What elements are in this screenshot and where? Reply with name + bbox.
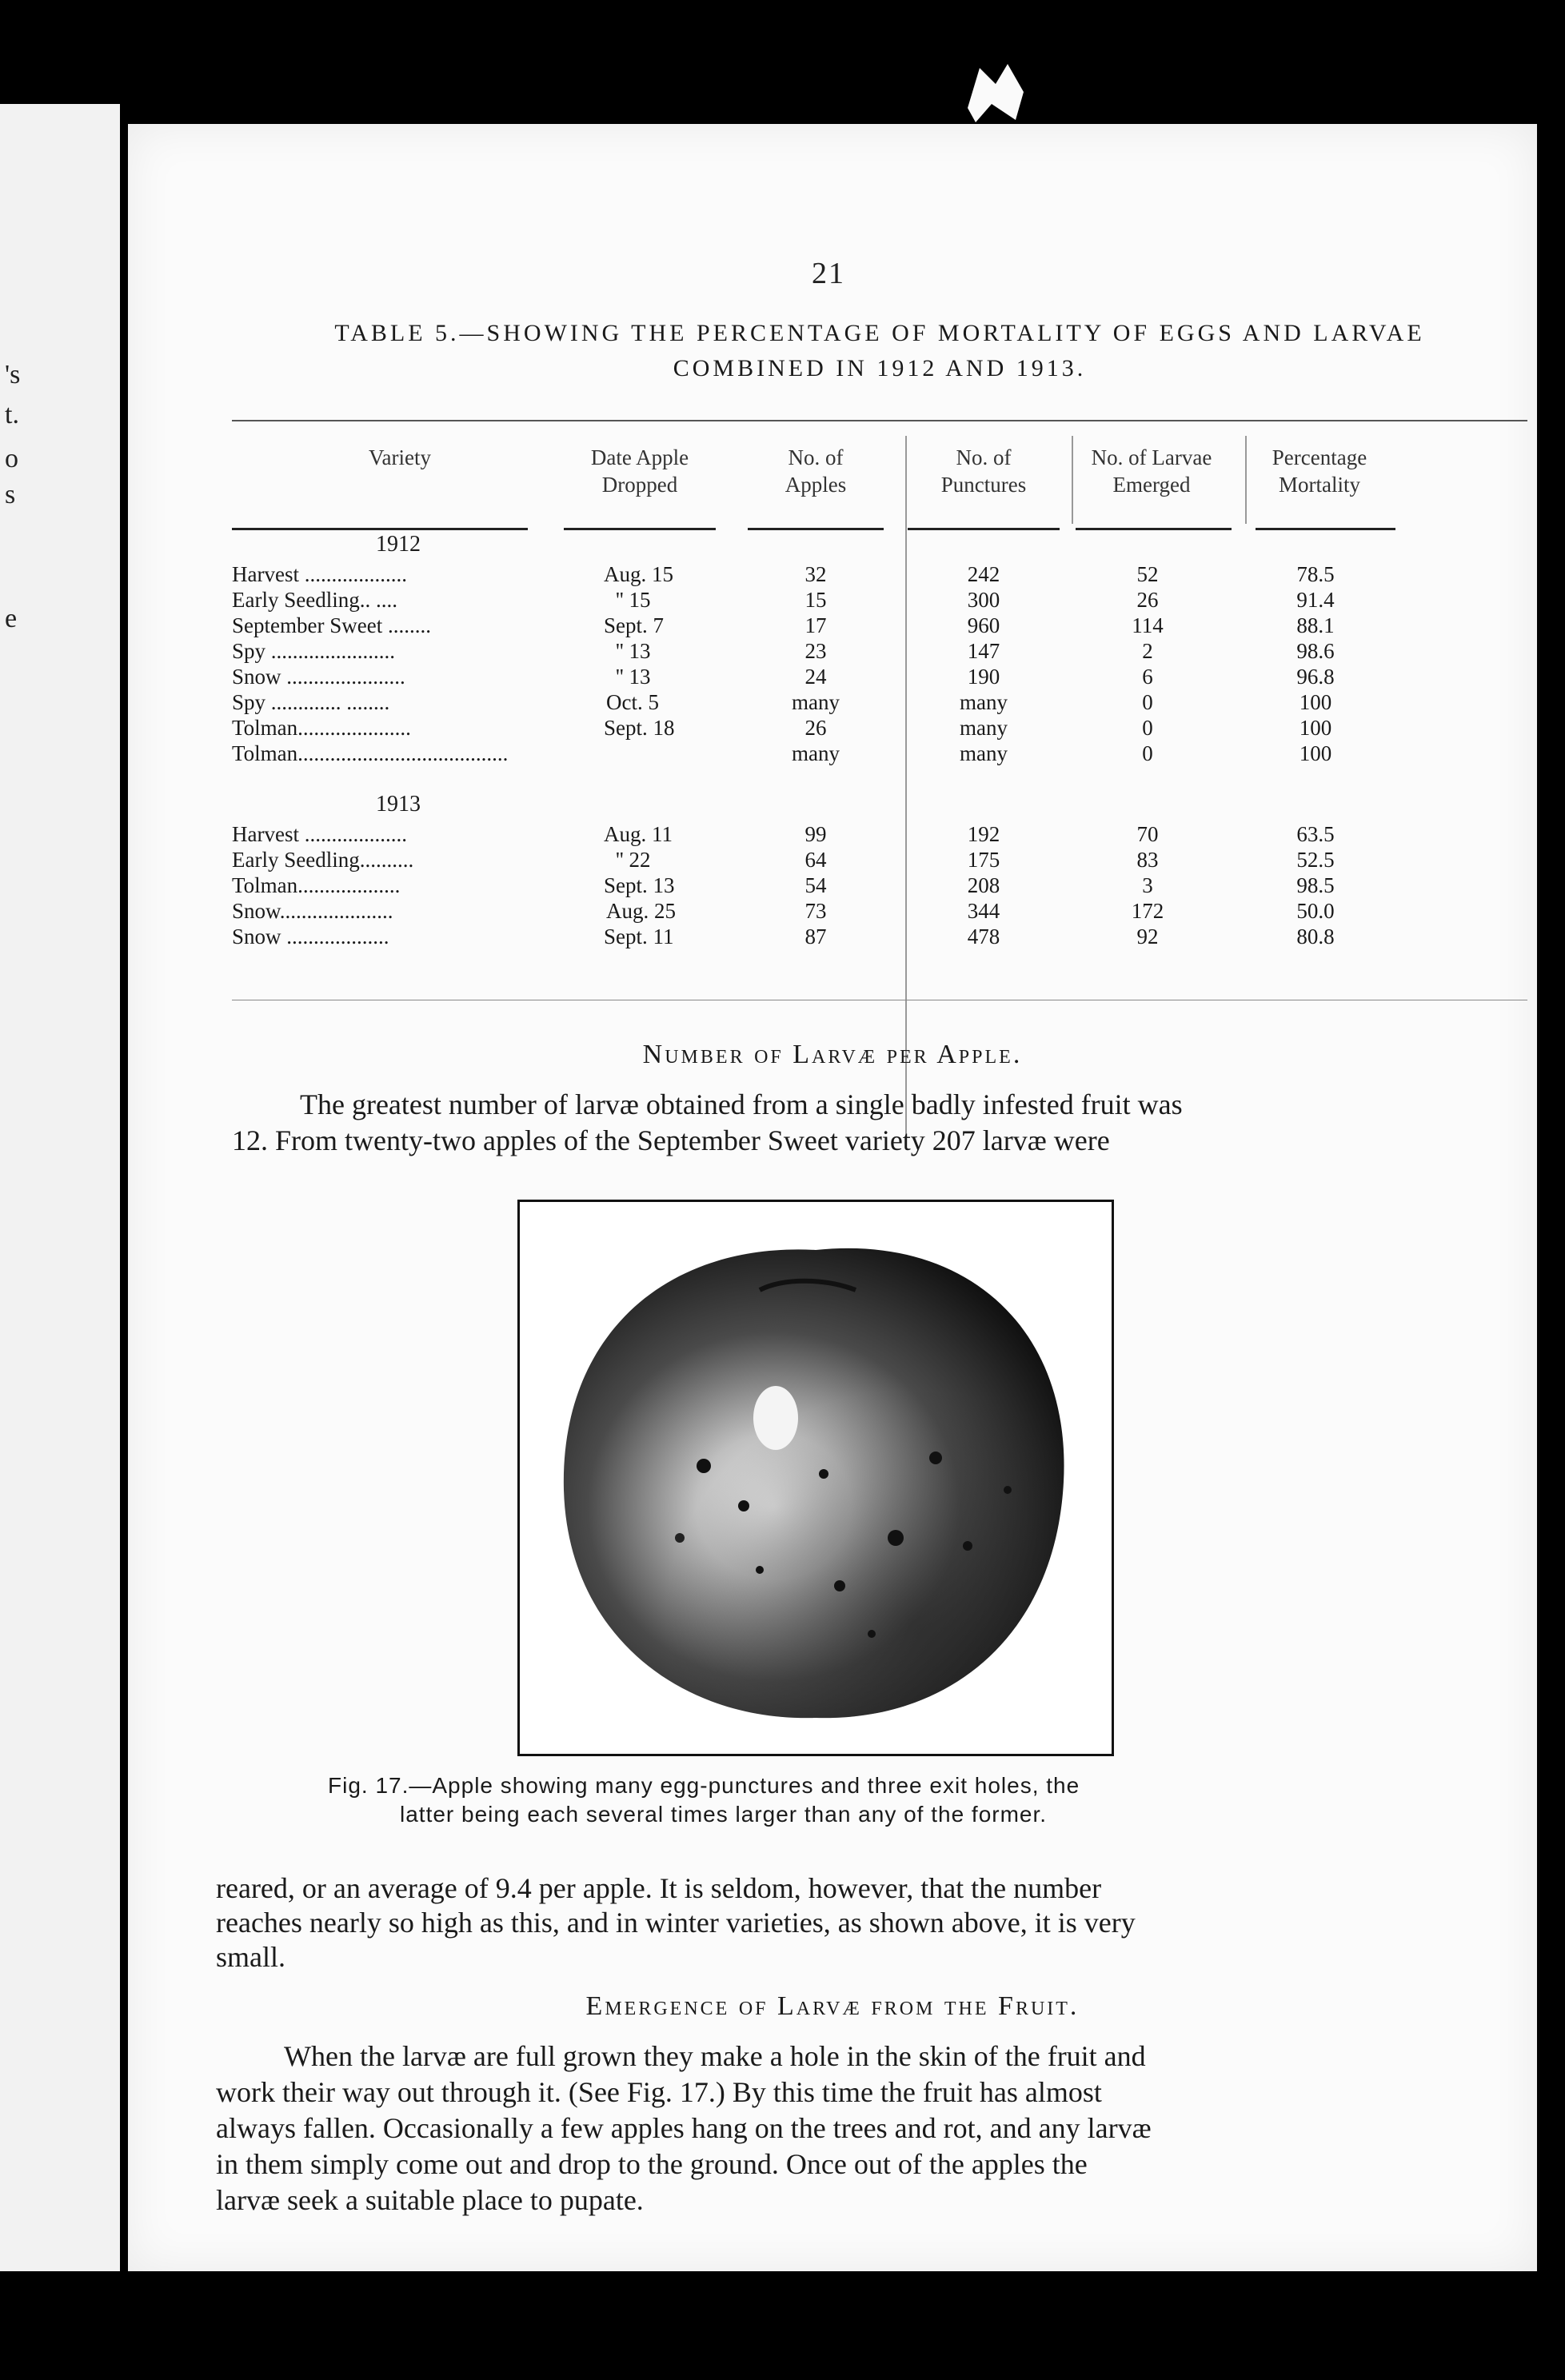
cell-variety: Early Seedling.. .... [232,588,397,612]
paragraph-line: always fallen. Occasionally a few apples hang on the trees and rot, and any larvæ [216,2112,1152,2144]
cell-larvae: 6 [1142,665,1153,689]
apple-illustration [520,1202,1112,1754]
column-divider [1072,436,1073,524]
cell-larvae: 70 [1136,822,1159,846]
cell-apples: 87 [804,924,827,948]
margin-fragment: e [5,604,18,633]
table-row [128,665,1537,692]
cell-larvae: 26 [1136,588,1159,612]
margin-fragment: 's [5,360,21,389]
table-title-line: COMBINED IN 1912 AND 1913. [673,355,1087,381]
figure-caption [328,1771,1367,1829]
cell-larvae: 0 [1142,690,1153,714]
cell-date: '' 13 [616,665,651,689]
paragraph-line: When the larvæ are full grown they make a hole in the skin of the fruit and [284,2040,1146,2072]
cell-punctures: many [960,690,1008,714]
paragraph-line: reared, or an average of 9.4 per apple. It is seldom, however, that the number [216,1872,1102,1904]
cell-variety: Tolman................... [232,873,401,897]
header-rule [232,528,528,530]
cell-date: '' 22 [616,848,651,872]
table-row [128,848,1537,875]
cell-punctures: 192 [967,822,1000,846]
header-no-punctures: No. of Punctures [940,445,1027,497]
column-divider [1245,436,1247,524]
cell-punctures: 175 [967,848,1000,872]
cell-punctures: 300 [967,588,1000,612]
table-row [128,690,1537,717]
scan-artifact [960,60,1032,124]
cell-apples: 15 [804,588,827,612]
cell-mortality: 100 [1299,741,1332,765]
cell-larvae: 114 [1132,613,1164,637]
cell-mortality: 52.5 [1296,848,1335,872]
cell-apples: 23 [804,639,827,663]
cell-mortality: 80.8 [1296,924,1335,948]
cell-date: '' 15 [616,588,651,612]
cell-variety: Early Seedling.......... [232,848,414,872]
header-variety: Variety [369,445,431,469]
table-row [128,899,1537,926]
book-page [128,124,1537,2271]
cell-mortality: 50.0 [1296,899,1335,923]
cell-date: Sept. 18 [604,716,675,740]
table-row [128,873,1537,900]
header-rule [1076,528,1232,530]
year-heading-1913: 1913 [376,792,421,817]
cell-variety: Snow ................... [232,924,389,948]
header-rule [748,528,884,530]
cell-larvae: 0 [1142,741,1153,765]
cell-variety: September Sweet ........ [232,613,431,637]
cell-larvae: 172 [1131,899,1164,923]
cell-punctures: many [960,741,1008,765]
cell-variety: Spy ....................... [232,639,396,663]
cell-larvae: 52 [1136,562,1159,586]
table-title-line: TABLE 5.—SHOWING THE PERCENTAGE OF MORTALITY OF EGGS AND LARVAE [334,320,1425,346]
header-rule [908,528,1060,530]
header-no-apples: No. of Apples [784,445,847,497]
cell-mortality: 100 [1299,716,1332,740]
cell-variety: Snow ...................... [232,665,405,689]
paragraph-line: work their way out through it. (See Fig. 17.) By this time the fruit has almost [216,2076,1102,2108]
cell-apples: 26 [804,716,827,740]
cell-punctures: 208 [967,873,1000,897]
cell-apples: 17 [804,613,827,637]
cell-date: Aug. 11 [604,822,673,846]
cell-variety: Tolman..................... [232,716,411,740]
cell-apples: 32 [804,562,827,586]
header-date-dropped: Date Apple Dropped [590,445,689,497]
paragraph-line: The greatest number of larvæ obtained from a single badly infested fruit was [300,1088,1183,1120]
paragraph-line: small. [216,1941,285,1973]
table-row [128,613,1537,641]
paragraph-line: 12. From twenty-two apples of the September Sweet variety 207 larvæ were [232,1124,1110,1156]
figure-apple-photo [517,1200,1114,1756]
cell-larvae: 0 [1142,716,1153,740]
cell-apples: 64 [804,848,827,872]
cell-punctures: 147 [967,639,1000,663]
cell-apples: 54 [804,873,827,897]
margin-fragment: o [5,444,18,473]
cell-date: Aug. 15 [604,562,673,586]
header-larvae-emerged: No. of Larvae Emerged [1091,445,1212,497]
cell-apples: 73 [804,899,827,923]
cell-larvae: 83 [1136,848,1159,872]
year-heading-1912: 1912 [376,532,421,557]
cell-date: Sept. 7 [604,613,665,637]
cell-variety: Tolman....................................... [232,741,509,765]
cell-mortality: 96.8 [1296,665,1335,689]
cell-mortality: 98.5 [1296,873,1335,897]
caption-line: latter being each several times larger than any of the former. [400,1802,1048,1827]
paragraph-line: reaches nearly so high as this, and in winter varieties, as shown above, it is very [216,1907,1136,1939]
adjacent-page-edge [0,104,120,2271]
cell-mortality: 91.4 [1296,588,1335,612]
cell-apples: many [792,741,840,765]
cell-variety: Spy ............. ........ [232,690,390,714]
cell-mortality: 63.5 [1296,822,1335,846]
table-row [128,639,1537,666]
cell-variety: Snow..................... [232,899,393,923]
page-number: 21 [812,257,845,290]
cell-variety: Harvest ................... [232,822,407,846]
header-rule [564,528,716,530]
caption-line: Fig. 17.—Apple showing many egg-punctures and three exit holes, the [328,1773,1080,1798]
margin-fragment: t. [5,400,19,429]
cell-larvae: 92 [1136,924,1159,948]
header-percentage-mortality: Percentage Mortality [1272,445,1367,497]
cell-apples: 24 [804,665,827,689]
table-row [128,588,1537,615]
table-top-rule [232,420,1527,421]
margin-fragment: s [5,480,16,509]
table-row [128,562,1537,589]
header-rule [1256,528,1395,530]
cell-apples: 99 [804,822,827,846]
cell-larvae: 3 [1142,873,1153,897]
paragraph-line: larvæ seek a suitable place to pupate. [216,2184,644,2216]
table-row [128,716,1537,743]
cell-punctures: 344 [967,899,1000,923]
cell-date: '' 13 [616,639,651,663]
table-row [128,741,1537,769]
cell-punctures: 190 [967,665,1000,689]
cell-variety: Harvest ................... [232,562,407,586]
cell-date: Sept. 13 [604,873,675,897]
paragraph-line: in them simply come out and drop to the ground. Once out of the apples the [216,2148,1088,2180]
cell-punctures: 478 [967,924,1000,948]
cell-mortality: 78.5 [1296,562,1335,586]
cell-apples: many [792,690,840,714]
table-row [128,822,1537,849]
cell-punctures: 960 [967,613,1000,637]
section-heading-larvae-per-apple: Number of Larvæ per Apple. [642,1040,1023,1069]
cell-date: Aug. 25 [606,899,676,923]
cell-punctures: 242 [967,562,1000,586]
table-title [232,316,1527,386]
table-row [128,924,1537,952]
cell-larvae: 2 [1142,639,1153,663]
cell-mortality: 88.1 [1296,613,1335,637]
cell-date: Sept. 11 [604,924,674,948]
cell-mortality: 98.6 [1296,639,1335,663]
section-heading-emergence: Emergence of Larvæ from the Fruit. [585,1991,1080,2021]
cell-mortality: 100 [1299,690,1332,714]
cell-date: Oct. 5 [606,690,659,714]
cell-punctures: many [960,716,1008,740]
